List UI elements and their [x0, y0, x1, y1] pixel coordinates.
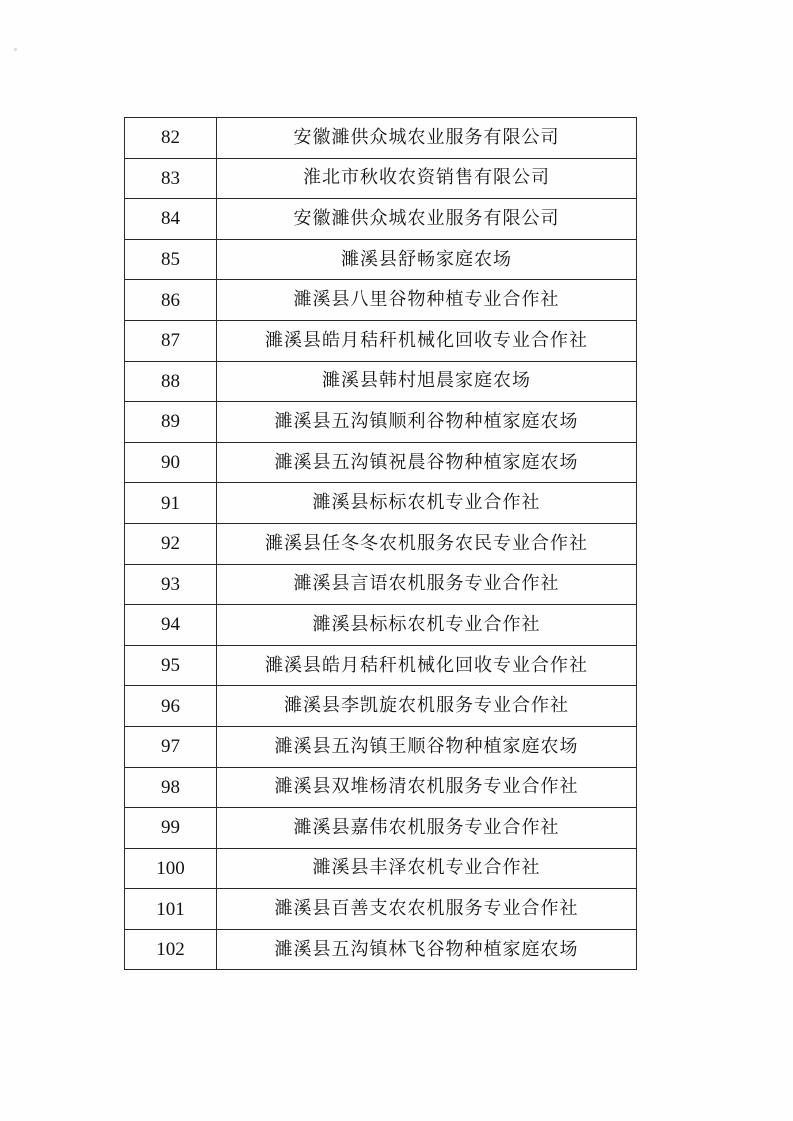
table-row — [125, 118, 637, 159]
row-number: 100 — [125, 848, 217, 889]
organization-name: 濉溪县言语农机服务专业合作社 — [217, 564, 637, 605]
organization-name: 淮北市秋收农资销售有限公司 — [217, 158, 637, 199]
table-row — [125, 442, 637, 483]
row-number: 98 — [125, 767, 217, 808]
organization-name: 濉溪县五沟镇林飞谷物种植家庭农场 — [217, 929, 637, 970]
row-number: 83 — [125, 158, 217, 199]
organization-name: 濉溪县任冬冬农机服务农民专业合作社 — [217, 523, 637, 564]
row-number: 97 — [125, 726, 217, 767]
row-number: 85 — [125, 239, 217, 280]
table-row — [125, 808, 637, 849]
table-row — [125, 523, 637, 564]
organization-name: 濉溪县八里谷物种植专业合作社 — [217, 280, 637, 321]
row-number: 87 — [125, 320, 217, 361]
row-number: 102 — [125, 929, 217, 970]
organization-name: 濉溪县标标农机专业合作社 — [217, 483, 637, 524]
organization-name: 濉溪县舒畅家庭农场 — [217, 239, 637, 280]
row-number: 99 — [125, 808, 217, 849]
organization-name: 安徽濉供众城农业服务有限公司 — [217, 118, 637, 159]
table-row — [125, 848, 637, 889]
row-number: 96 — [125, 686, 217, 727]
scan-speck — [14, 48, 17, 51]
organization-name: 濉溪县皓月秸秆机械化回收专业合作社 — [217, 645, 637, 686]
table-row — [125, 686, 637, 727]
row-number: 88 — [125, 361, 217, 402]
table-row — [125, 645, 637, 686]
organization-name: 濉溪县丰泽农机专业合作社 — [217, 848, 637, 889]
row-number: 94 — [125, 605, 217, 646]
row-number: 92 — [125, 523, 217, 564]
row-number: 91 — [125, 483, 217, 524]
organization-name: 濉溪县五沟镇王顺谷物种植家庭农场 — [217, 726, 637, 767]
table-row — [125, 889, 637, 930]
organization-name: 濉溪县韩村旭晨家庭农场 — [217, 361, 637, 402]
table-row — [125, 929, 637, 970]
organization-name: 濉溪县五沟镇顺利谷物种植家庭农场 — [217, 402, 637, 443]
row-number: 82 — [125, 118, 217, 159]
table-row — [125, 564, 637, 605]
table-row — [125, 402, 637, 443]
organization-name: 濉溪县李凯旋农机服务专业合作社 — [217, 686, 637, 727]
organization-name: 安徽濉供众城农业服务有限公司 — [217, 199, 637, 240]
table-row — [125, 483, 637, 524]
organization-name: 濉溪县嘉伟农机服务专业合作社 — [217, 808, 637, 849]
row-number: 86 — [125, 280, 217, 321]
table-row — [125, 280, 637, 321]
organization-name: 濉溪县皓月秸秆机械化回收专业合作社 — [217, 320, 637, 361]
table-row — [125, 767, 637, 808]
table-body — [125, 118, 637, 970]
organization-table — [124, 117, 637, 970]
row-number: 95 — [125, 645, 217, 686]
table-row — [125, 199, 637, 240]
row-number: 93 — [125, 564, 217, 605]
table-row — [125, 605, 637, 646]
table-row — [125, 320, 637, 361]
table-row — [125, 726, 637, 767]
row-number: 90 — [125, 442, 217, 483]
row-number: 84 — [125, 199, 217, 240]
table-row — [125, 239, 637, 280]
row-number: 89 — [125, 402, 217, 443]
table-row — [125, 158, 637, 199]
organization-name: 濉溪县百善支农农机服务专业合作社 — [217, 889, 637, 930]
organization-name: 濉溪县五沟镇祝晨谷物种植家庭农场 — [217, 442, 637, 483]
organization-name: 濉溪县双堆杨清农机服务专业合作社 — [217, 767, 637, 808]
table-row — [125, 361, 637, 402]
organization-name: 濉溪县标标农机专业合作社 — [217, 605, 637, 646]
row-number: 101 — [125, 889, 217, 930]
